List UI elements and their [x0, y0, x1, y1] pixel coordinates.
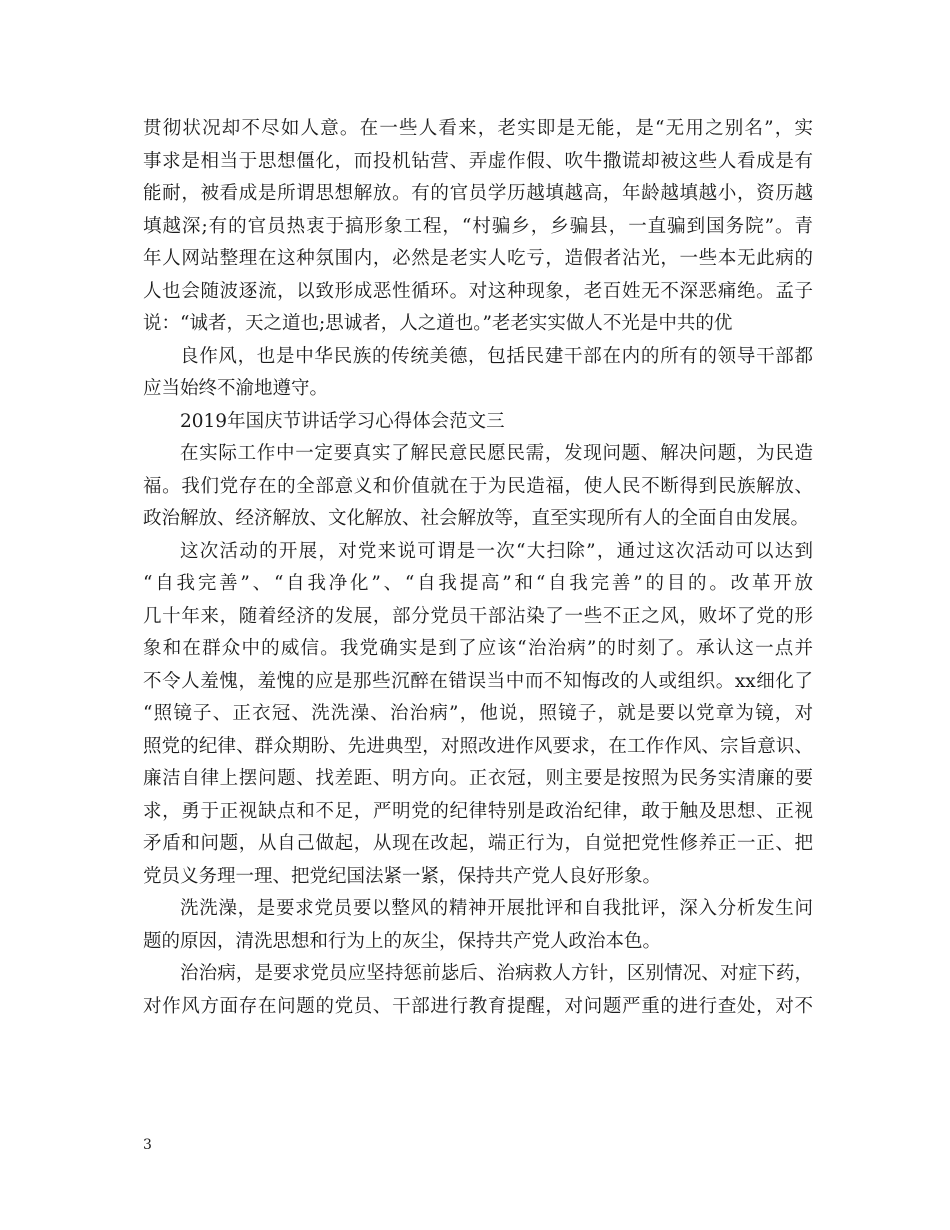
text-line: 洗洗澡，是要求党员要以整风的精神开展批评和自我批评，深入分析发生问: [180, 898, 813, 919]
section-heading: 2019年国庆节讲话学习心得体会范文三: [180, 410, 505, 432]
text-line: 人也会随波逐流，以致形成恶性循环。对这种现象，老百姓无不深恶痛绝。孟子: [143, 280, 813, 302]
text-line: 对作风方面存在问题的党员、干部进行教育提醒，对问题严重的进行查处，对不: [143, 995, 813, 1017]
text-line: 党员义务理一理、把党纪国法紧一紧，保持共产党人良好形象。: [143, 865, 662, 887]
text-line: 政治解放、经济解放、文化解放、社会解放等，直至实现所有人的全面自由发展。: [143, 508, 810, 529]
text-line: 求，勇于正视缺点和不足，严明党的纪律特别是政治纪律，敢于触及思想、正视: [143, 800, 813, 822]
text-line: 治治病，是要求党员应坚持惩前毖后、治病救人方针，区别情况、对症下药，: [180, 963, 813, 984]
text-line: 贯彻状况却不尽如人意。在一些人看来，老实即是无能，是“无用之别名”，实: [143, 118, 813, 139]
text-line: 不令人羞愧，羞愧的应是那些沉醉在错误当中而不知悔改的人或组织。xx细化了: [143, 670, 813, 692]
text-line: 福。我们党存在的全部意义和价值就在于为民造福，使人民不断得到民族解放、: [143, 475, 813, 497]
page-number: 3: [143, 1137, 152, 1153]
text-line: 能耐，被看成是所谓思想解放。有的官员学历越填越高，年龄越填越小，资历越: [143, 183, 813, 204]
text-line: 事求是相当于思想僵化，而投机钻营、弄虚作假、吹牛撒谎却被这些人看成是有: [143, 150, 813, 172]
text-line: 廉洁自律上摆问题、找差距、明方向。正衣冠，则主要是按照为民务实清廉的要: [143, 768, 813, 789]
text-line: 应当始终不渝地遵守。: [143, 378, 329, 399]
document-body: [143, 113, 813, 1023]
text-line: “自我完善”、“自我净化”、“自我提高”和“自我完善”的目的。改革开放: [143, 573, 813, 594]
text-line: 照党的纪律、群众期盼、先进典型，对照改进作风要求，在工作作风、宗旨意识、: [143, 735, 813, 757]
text-line: 年人网站整理在这种氛围内，必然是老实人吃亏，造假者沾光，一些本无此病的: [143, 248, 813, 269]
text-line: 在实际工作中一定要真实了解民意民愿民需，发现问题、解决问题，为民造: [180, 443, 813, 464]
text-line: 题的原因，清洗思想和行为上的灰尘，保持共产党人政治本色。: [143, 930, 662, 952]
text-line: 象和在群众中的威信。我党确实是到了应该“治治病”的时刻了。承认这一点并: [143, 638, 813, 659]
text-line: 这次活动的开展，对党来说可谓是一次“大扫除”，通过这次活动可以达到: [180, 540, 813, 562]
text-line: 良作风，也是中华民族的传统美德，包括民建干部在内的所有的领导干部都: [180, 345, 813, 367]
text-line: 填越深;有的官员热衷于搞形象工程，“村骗乡，乡骗县，一直骗到国务院”。青: [143, 215, 813, 237]
text-line: 矛盾和问题，从自己做起，从现在改起，端正行为，自觉把党性修养正一正、把: [143, 833, 813, 854]
text-line: “照镜子、正衣冠、洗洗澡、治治病”，他说，照镜子，就是要以党章为镜，对: [143, 703, 813, 724]
text-line: 几十年来，随着经济的发展，部分党员干部沾染了一些不正之风，败坏了党的形: [143, 605, 813, 627]
text-line: 说：“诚者，天之道也;思诚者，人之道也。”老老实实做人不光是中共的优: [143, 313, 733, 334]
